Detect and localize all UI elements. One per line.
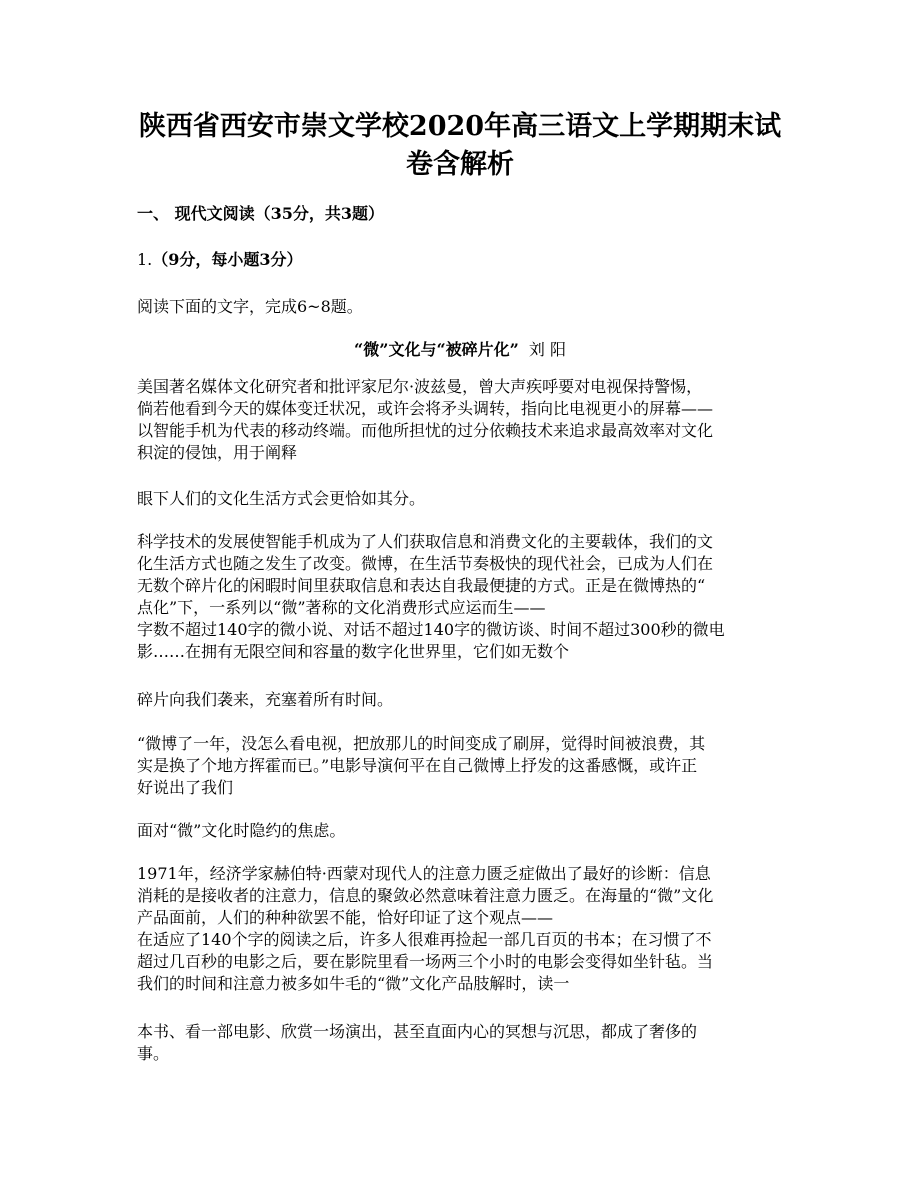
paragraph-line: 积淀的侵蚀，用于阐释 bbox=[137, 443, 298, 462]
paragraph-line: 实是换了个地方挥霍而已。”电影导演何平在自己微博上抒发的这番感慨，或许正 bbox=[137, 756, 698, 775]
paragraph-4 bbox=[137, 689, 787, 711]
paragraph-line: 超过几百秒的电影之后，要在影院里看一场两三个小时的电影会变得如坐针毡。当 bbox=[137, 952, 714, 971]
paragraph-2 bbox=[137, 488, 787, 510]
paragraph-line: 好说出了我们 bbox=[137, 778, 234, 797]
document-title bbox=[120, 108, 800, 184]
paragraph-5 bbox=[137, 733, 787, 799]
paragraph-line: 点化”下，一系列以“微”著称的文化消费形式应运而生—— bbox=[137, 598, 546, 617]
question-number: 1. bbox=[137, 250, 153, 269]
paragraph-line: “微博了一年，没怎么看电视，把放那儿的时间变成了刷屏，觉得时间被浪费，其 bbox=[137, 734, 706, 753]
paragraph-line: 本书、看一部电影、欣赏一场演出，甚至直面内心的冥想与沉思，都成了奢侈的 bbox=[137, 1022, 698, 1041]
paragraph-line: 字数不超过140字的微小说、对话不超过140字的微访谈、时间不超过300秒的微电 bbox=[137, 620, 725, 639]
paragraph-line: 碎片向我们袭来，充塞着所有时间。 bbox=[137, 690, 394, 709]
paragraph-6 bbox=[137, 820, 787, 842]
paragraph-line: 我们的时间和注意力被多如牛毛的“微”文化产品肢解时，读一 bbox=[137, 974, 570, 993]
article-author: 刘 阳 bbox=[528, 340, 566, 359]
paragraph-line: 1971年，经济学家赫伯特·西蒙对现代人的注意力匮乏症做出了最好的诊断：信息 bbox=[137, 864, 711, 883]
article-title-text: “微”文化与“被碎片化” bbox=[354, 340, 519, 359]
paragraph-line: 以智能手机为代表的移动终端。而他所担忧的过分依赖技术来追求最高效率对文化 bbox=[137, 421, 714, 440]
section-heading: 一、 现代文阅读（35分，共3题） bbox=[137, 204, 384, 223]
paragraph-7 bbox=[137, 863, 787, 995]
paragraph-line: 产品面前，人们的种种欲罢不能，恰好印证了这个观点—— bbox=[137, 908, 554, 927]
article-title bbox=[137, 337, 783, 360]
title-line-2: 卷含解析 bbox=[406, 149, 514, 180]
paragraph-line: 消耗的是接收者的注意力，信息的聚敛必然意味着注意力匮乏。在海量的“微”文化 bbox=[137, 886, 714, 905]
paragraph-line: 事。 bbox=[137, 1044, 170, 1063]
paragraph-line: 无数个碎片化的闲暇时间里获取信息和表达自我最便捷的方式。正是在微博热的“ bbox=[137, 576, 706, 595]
paragraph-line: 眼下人们的文化生活方式会更恰如其分。 bbox=[137, 489, 426, 508]
paragraph-8 bbox=[137, 1021, 787, 1065]
paragraph-line: 影……在拥有无限空间和容量的数字化世界里，它们如无数个 bbox=[137, 642, 570, 661]
paragraph-1 bbox=[137, 376, 787, 464]
paragraph-line: 倘若他看到今天的媒体变迁状况，或许会将矛头调转，指向比电视更小的屏幕—— bbox=[137, 399, 714, 418]
paragraph-line: 科学技术的发展使智能手机成为了人们获取信息和消费文化的主要载体，我们的文 bbox=[137, 532, 714, 551]
paragraph-line: 面对“微”文化时隐约的焦虑。 bbox=[137, 821, 346, 840]
paragraph-line: 在适应了140个字的阅读之后，许多人很难再捡起一部几百页的书本；在习惯了不 bbox=[137, 930, 712, 949]
paragraph-line: 化生活方式也随之发生了改变。微博，在生活节奏极快的现代社会，已成为人们在 bbox=[137, 554, 714, 573]
paragraph-line: 美国著名媒体文化研究者和批评家尼尔·波兹曼，曾大声疾呼要对电视保持警惕， bbox=[137, 377, 703, 396]
question-header bbox=[137, 249, 303, 271]
paragraph-3 bbox=[137, 531, 787, 663]
instruction-text: 阅读下面的文字，完成6~8题。 bbox=[137, 297, 363, 316]
title-line-1: 陕西省西安市崇文学校2020年高三语文上学期期末试 bbox=[138, 111, 782, 142]
question-points: （9分，每小题3分） bbox=[152, 250, 303, 269]
